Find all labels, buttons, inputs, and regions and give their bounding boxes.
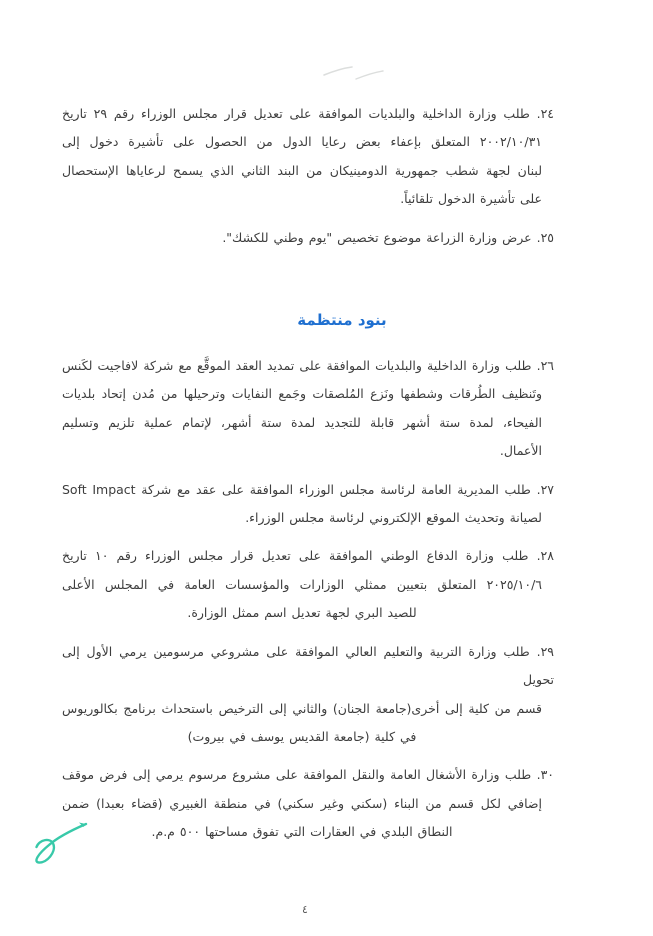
agenda-item bbox=[62, 542, 554, 627]
item-line: قسم من كلية إلى أخرى(جامعة الجنان) والثاني إلى الترخيص باستحداث برنامج بكالوريوس bbox=[62, 700, 542, 716]
item-text: طلب وزارة الأشغال العامة والنقل الموافقة على مشروع مرسوم يرمي إلى فرض موقف bbox=[62, 767, 532, 783]
item-text: طلب المديرية العامة لرئاسة مجلس الوزراء الموافقة على عقد مع شركة Soft Impact bbox=[62, 481, 531, 497]
item-number: ٢٤. bbox=[536, 106, 554, 121]
item-number: ٢٩. bbox=[536, 643, 555, 659]
item-line: في كلية (جامعة القديس يوسف في بيروت) bbox=[187, 728, 417, 744]
item-line: الأعمال. bbox=[499, 443, 542, 459]
item-line bbox=[62, 224, 554, 252]
item-line: ٢٠٠٢/١٠/٣١ المتعلق بإعفاء بعض رعايا الدول من الحصول على تأشيرة دخول إلى bbox=[62, 134, 542, 150]
item-line bbox=[62, 352, 554, 380]
item-line: لصيانة وتحديث الموقع الإلكتروني لرئاسة مجلس الوزراء. bbox=[245, 510, 542, 526]
item-line: إضافي لكل قسم من البناء (سكني وغير سكني) في منطقة الغبيري (قضاء بعبدا) ضمن bbox=[62, 795, 542, 811]
item-line: لبنان لجهة شطب جمهورية الدومينيكان من البند الثاني الذي يسمح لرعاياها الإستحصال bbox=[62, 162, 542, 178]
item-line bbox=[62, 476, 554, 504]
agenda-item bbox=[62, 100, 554, 214]
item-line: على تأشيرة الدخول تلقائياً. bbox=[400, 191, 542, 207]
page-number: ٤ bbox=[302, 903, 308, 916]
item-number: ٢٥. bbox=[536, 229, 554, 245]
agenda-item bbox=[62, 761, 554, 846]
agenda-items-top bbox=[62, 100, 554, 252]
item-line bbox=[62, 542, 554, 570]
agenda-item bbox=[62, 224, 554, 252]
agenda-item bbox=[62, 476, 554, 533]
item-number: ٢٧. bbox=[536, 481, 554, 497]
section-heading bbox=[62, 310, 554, 331]
item-number: ٢٨. bbox=[536, 548, 554, 564]
item-line: الفيحاء، لمدة ستة أشهر قابلة للتجديد لمدة ستة أشهر، لإتمام عملية تلزيم وتسليم bbox=[62, 414, 542, 430]
item-line: للصيد البري لجهة تعديل اسم ممثل الوزارة. bbox=[187, 605, 417, 621]
item-line bbox=[62, 638, 554, 695]
signature-scribble-icon bbox=[26, 818, 94, 864]
item-number: ٣٠. bbox=[536, 767, 555, 783]
section-heading-text: بنود منتظمة bbox=[297, 311, 387, 330]
agenda-content bbox=[62, 100, 554, 857]
item-number: ٢٦. bbox=[536, 358, 554, 374]
item-line bbox=[62, 100, 554, 128]
item-line: وتَنظيف الطُرقات وشطفها ونَزع المُلصقات وجَمع النفايات وترحيلها من مُدن إتحاد بلديات bbox=[62, 386, 542, 402]
agenda-item bbox=[62, 352, 554, 466]
item-text: طلب وزارة الداخلية والبلديات الموافقة على تمديد العقد الموقَّع مع شركة لافاجيت لكَنس bbox=[62, 358, 532, 374]
item-text: عرض وزارة الزراعة موضوع تخصيص "يوم وطني للكشك". bbox=[222, 229, 532, 245]
agenda-item bbox=[62, 638, 554, 752]
item-line: ٢٠٢٥/١٠/٦ المتعلق بتعيين ممثلي الوزارات والمؤسسات العامة في المجلس الأعلى bbox=[62, 576, 542, 592]
item-line bbox=[62, 761, 554, 789]
item-text: طلب وزارة الداخلية والبلديات الموافقة على تعديل قرار مجلس الوزراء رقم ٢٩ تاريخ bbox=[62, 106, 530, 121]
item-text: طلب وزارة الدفاع الوطني الموافقة على تعديل قرار مجلس الوزراء رقم ١٠ تاريخ bbox=[62, 548, 529, 564]
agenda-items-bottom bbox=[62, 352, 554, 847]
item-line: النطاق البلدي في العقارات التي تفوق مساحتها ٥٠٠ م.م. bbox=[151, 824, 453, 840]
item-text: طلب وزارة التربية والتعليم العالي الموافقة على مشروعي مرسومين يرمي الأول إلى تحويل bbox=[62, 643, 554, 688]
scan-artifact-marks bbox=[322, 60, 386, 86]
